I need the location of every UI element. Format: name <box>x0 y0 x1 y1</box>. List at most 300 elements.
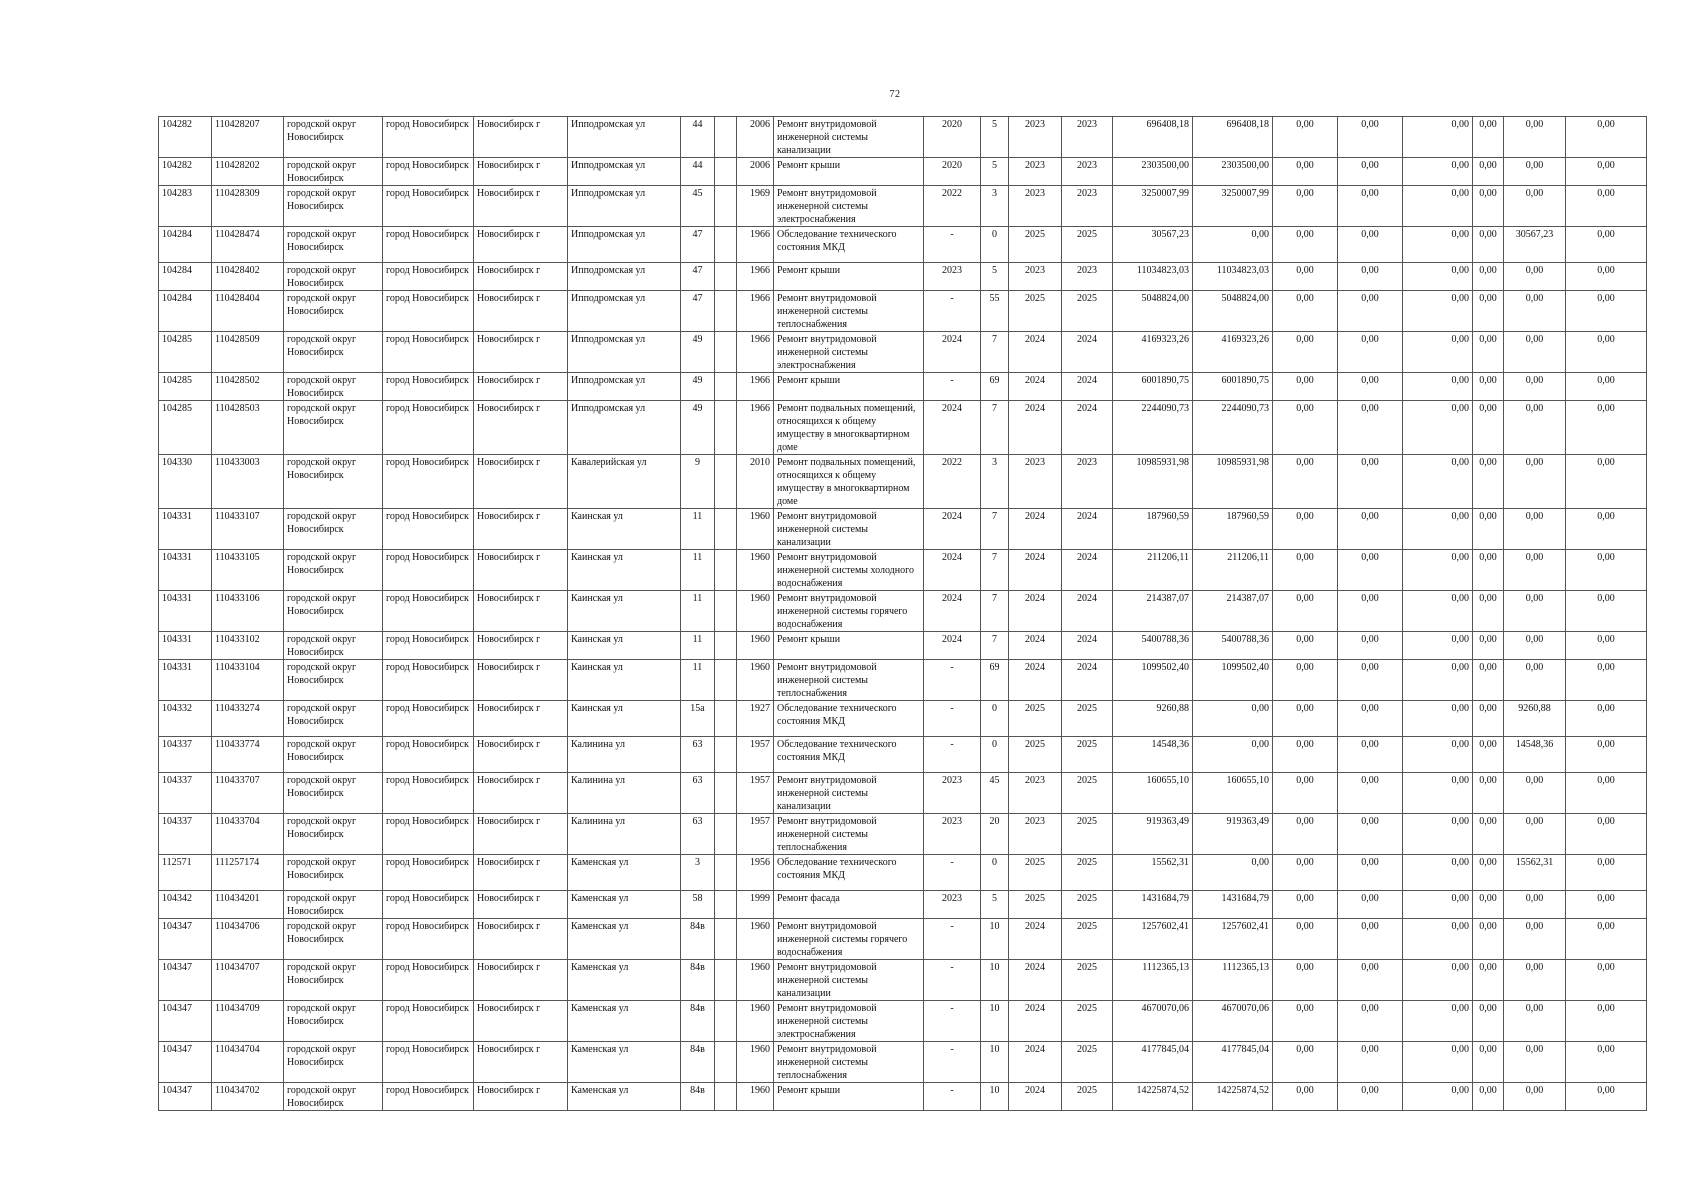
cell-work-id: 110434201 <box>212 891 284 919</box>
cell-housing <box>715 373 737 401</box>
cell-work-id: 110434706 <box>212 919 284 960</box>
cell-fund-cost: 4169323,26 <box>1193 332 1273 373</box>
cell-build-year: 1960 <box>737 960 774 1001</box>
cell-extra-funds: 0,00 <box>1566 701 1647 737</box>
cell-subsidy-local: 0,00 <box>1403 509 1473 550</box>
cell-work-id: 110433774 <box>212 737 284 773</box>
cell-house-number: 49 <box>681 373 715 401</box>
cell-subsidy-local: 0,00 <box>1403 660 1473 701</box>
cell-other-share: 0,00 <box>1473 227 1504 263</box>
cell-plan-year: 2022 <box>924 186 981 227</box>
cell-row-id: 104337 <box>159 737 212 773</box>
cell-housing <box>715 814 737 855</box>
cell-street: Ипподромская ул <box>568 227 681 263</box>
cell-end-year: 2024 <box>1062 373 1113 401</box>
cell-subsidy-local: 0,00 <box>1403 291 1473 332</box>
cell-work-id: 110434704 <box>212 1042 284 1083</box>
cell-subsidy-federal: 0,00 <box>1273 186 1338 227</box>
cell-total-cost: 1112365,13 <box>1113 960 1193 1001</box>
cell-settlement: город Новосибирск <box>383 186 474 227</box>
cell-subsidy-federal: 0,00 <box>1273 455 1338 509</box>
cell-house-number: 11 <box>681 550 715 591</box>
cell-subsidy-regional: 0,00 <box>1338 1001 1403 1042</box>
cell-house-number: 84в <box>681 960 715 1001</box>
cell-extra-funds: 0,00 <box>1566 550 1647 591</box>
cell-owners-funds: 0,00 <box>1504 1083 1566 1111</box>
cell-settlement: город Новосибирск <box>383 291 474 332</box>
cell-subsidy-regional: 0,00 <box>1338 814 1403 855</box>
cell-start-year: 2023 <box>1009 455 1062 509</box>
cell-subsidy-local: 0,00 <box>1403 701 1473 737</box>
cell-street: Калинина ул <box>568 773 681 814</box>
cell-start-year: 2025 <box>1009 227 1062 263</box>
cell-subsidy-local: 0,00 <box>1403 263 1473 291</box>
cell-work-type: Ремонт внутридомовой инженерной системы канализации <box>774 773 924 814</box>
cell-work-type: Ремонт внутридомовой инженерной системы электроснабжения <box>774 332 924 373</box>
cell-street: Каменская ул <box>568 1083 681 1111</box>
cell-work-id: 110433003 <box>212 455 284 509</box>
cell-other-share: 0,00 <box>1473 960 1504 1001</box>
cell-end-year: 2023 <box>1062 158 1113 186</box>
cell-wear-percent: 10 <box>981 919 1009 960</box>
cell-fund-cost: 160655,10 <box>1193 773 1273 814</box>
cell-municipal-district: городской округ Новосибирск <box>284 263 383 291</box>
cell-start-year: 2024 <box>1009 960 1062 1001</box>
cell-end-year: 2024 <box>1062 401 1113 455</box>
cell-wear-percent: 10 <box>981 1083 1009 1111</box>
cell-work-type: Ремонт внутридомовой инженерной системы горячего водоснабжения <box>774 919 924 960</box>
table-row <box>159 660 1647 701</box>
cell-subsidy-local: 0,00 <box>1403 891 1473 919</box>
cell-subsidy-federal: 0,00 <box>1273 291 1338 332</box>
cell-total-cost: 2303500,00 <box>1113 158 1193 186</box>
cell-house-number: 84в <box>681 919 715 960</box>
cell-work-id: 110434709 <box>212 1001 284 1042</box>
table-row <box>159 373 1647 401</box>
cell-locality: Новосибирск г <box>474 1042 568 1083</box>
cell-street: Ипподромская ул <box>568 291 681 332</box>
cell-end-year: 2024 <box>1062 591 1113 632</box>
cell-total-cost: 14548,36 <box>1113 737 1193 773</box>
cell-municipal-district: городской округ Новосибирск <box>284 855 383 891</box>
cell-municipal-district: городской округ Новосибирск <box>284 550 383 591</box>
cell-owners-funds: 0,00 <box>1504 960 1566 1001</box>
cell-work-id: 110433105 <box>212 550 284 591</box>
cell-plan-year: 2024 <box>924 591 981 632</box>
cell-plan-year: 2023 <box>924 263 981 291</box>
table-row <box>159 509 1647 550</box>
cell-start-year: 2023 <box>1009 117 1062 158</box>
cell-municipal-district: городской округ Новосибирск <box>284 117 383 158</box>
cell-work-type: Ремонт внутридомовой инженерной системы теплоснабжения <box>774 1042 924 1083</box>
cell-municipal-district: городской округ Новосибирск <box>284 737 383 773</box>
cell-work-type: Ремонт внутридомовой инженерной системы канализации <box>774 117 924 158</box>
cell-total-cost: 1431684,79 <box>1113 891 1193 919</box>
cell-row-id: 104285 <box>159 332 212 373</box>
cell-locality: Новосибирск г <box>474 158 568 186</box>
cell-owners-funds: 9260,88 <box>1504 701 1566 737</box>
cell-housing <box>715 227 737 263</box>
cell-subsidy-local: 0,00 <box>1403 227 1473 263</box>
cell-subsidy-federal: 0,00 <box>1273 1001 1338 1042</box>
cell-total-cost: 4169323,26 <box>1113 332 1193 373</box>
cell-work-type: Обследование технического состояния МКД <box>774 701 924 737</box>
cell-subsidy-regional: 0,00 <box>1338 960 1403 1001</box>
cell-total-cost: 2244090,73 <box>1113 401 1193 455</box>
cell-other-share: 0,00 <box>1473 919 1504 960</box>
cell-subsidy-federal: 0,00 <box>1273 660 1338 701</box>
cell-locality: Новосибирск г <box>474 509 568 550</box>
cell-subsidy-federal: 0,00 <box>1273 227 1338 263</box>
cell-start-year: 2025 <box>1009 891 1062 919</box>
cell-start-year: 2024 <box>1009 373 1062 401</box>
cell-total-cost: 4177845,04 <box>1113 1042 1193 1083</box>
cell-build-year: 1927 <box>737 701 774 737</box>
cell-end-year: 2024 <box>1062 332 1113 373</box>
cell-subsidy-federal: 0,00 <box>1273 401 1338 455</box>
cell-plan-year: - <box>924 1042 981 1083</box>
cell-owners-funds: 15562,31 <box>1504 855 1566 891</box>
cell-locality: Новосибирск г <box>474 591 568 632</box>
cell-locality: Новосибирск г <box>474 773 568 814</box>
cell-row-id: 104331 <box>159 550 212 591</box>
cell-locality: Новосибирск г <box>474 227 568 263</box>
cell-total-cost: 1099502,40 <box>1113 660 1193 701</box>
cell-work-id: 110428404 <box>212 291 284 332</box>
cell-fund-cost: 0,00 <box>1193 227 1273 263</box>
cell-extra-funds: 0,00 <box>1566 455 1647 509</box>
cell-subsidy-federal: 0,00 <box>1273 550 1338 591</box>
cell-work-type: Ремонт крыши <box>774 632 924 660</box>
cell-housing <box>715 1083 737 1111</box>
cell-total-cost: 5048824,00 <box>1113 291 1193 332</box>
cell-subsidy-regional: 0,00 <box>1338 291 1403 332</box>
cell-subsidy-regional: 0,00 <box>1338 227 1403 263</box>
cell-end-year: 2023 <box>1062 117 1113 158</box>
cell-end-year: 2024 <box>1062 550 1113 591</box>
cell-end-year: 2025 <box>1062 773 1113 814</box>
cell-municipal-district: городской округ Новосибирск <box>284 373 383 401</box>
cell-settlement: город Новосибирск <box>383 455 474 509</box>
cell-row-id: 104331 <box>159 660 212 701</box>
cell-housing <box>715 401 737 455</box>
cell-work-type: Ремонт внутридомовой инженерной системы теплоснабжения <box>774 291 924 332</box>
cell-build-year: 1960 <box>737 632 774 660</box>
cell-subsidy-federal: 0,00 <box>1273 632 1338 660</box>
cell-plan-year: 2024 <box>924 332 981 373</box>
cell-work-type: Ремонт внутридомовой инженерной системы теплоснабжения <box>774 660 924 701</box>
cell-work-id: 110428207 <box>212 117 284 158</box>
cell-work-id: 110433107 <box>212 509 284 550</box>
cell-row-id: 104285 <box>159 373 212 401</box>
cell-street: Ипподромская ул <box>568 373 681 401</box>
cell-extra-funds: 0,00 <box>1566 891 1647 919</box>
cell-settlement: город Новосибирск <box>383 158 474 186</box>
cell-municipal-district: городской округ Новосибирск <box>284 814 383 855</box>
cell-housing <box>715 591 737 632</box>
cell-settlement: город Новосибирск <box>383 1083 474 1111</box>
cell-extra-funds: 0,00 <box>1566 737 1647 773</box>
cell-housing <box>715 291 737 332</box>
cell-settlement: город Новосибирск <box>383 660 474 701</box>
cell-work-type: Ремонт крыши <box>774 263 924 291</box>
cell-fund-cost: 1431684,79 <box>1193 891 1273 919</box>
cell-municipal-district: городской округ Новосибирск <box>284 960 383 1001</box>
cell-work-id: 110434702 <box>212 1083 284 1111</box>
cell-fund-cost: 5400788,36 <box>1193 632 1273 660</box>
table-row <box>159 1042 1647 1083</box>
cell-locality: Новосибирск г <box>474 855 568 891</box>
table-row <box>159 632 1647 660</box>
cell-build-year: 1966 <box>737 332 774 373</box>
cell-settlement: город Новосибирск <box>383 773 474 814</box>
cell-street: Каинская ул <box>568 701 681 737</box>
cell-subsidy-regional: 0,00 <box>1338 737 1403 773</box>
cell-owners-funds: 0,00 <box>1504 263 1566 291</box>
cell-owners-funds: 0,00 <box>1504 1042 1566 1083</box>
table-row <box>159 891 1647 919</box>
cell-municipal-district: городской округ Новосибирск <box>284 919 383 960</box>
cell-fund-cost: 11034823,03 <box>1193 263 1273 291</box>
cell-subsidy-local: 0,00 <box>1403 1083 1473 1111</box>
cell-settlement: город Новосибирск <box>383 263 474 291</box>
cell-settlement: город Новосибирск <box>383 117 474 158</box>
cell-locality: Новосибирск г <box>474 401 568 455</box>
cell-start-year: 2024 <box>1009 1042 1062 1083</box>
cell-work-id: 110428309 <box>212 186 284 227</box>
cell-extra-funds: 0,00 <box>1566 919 1647 960</box>
cell-plan-year: 2022 <box>924 455 981 509</box>
cell-locality: Новосибирск г <box>474 186 568 227</box>
cell-other-share: 0,00 <box>1473 891 1504 919</box>
cell-street: Ипподромская ул <box>568 158 681 186</box>
cell-locality: Новосибирск г <box>474 332 568 373</box>
cell-locality: Новосибирск г <box>474 291 568 332</box>
cell-street: Ипподромская ул <box>568 186 681 227</box>
cell-fund-cost: 5048824,00 <box>1193 291 1273 332</box>
cell-settlement: город Новосибирск <box>383 332 474 373</box>
cell-start-year: 2024 <box>1009 591 1062 632</box>
cell-total-cost: 30567,23 <box>1113 227 1193 263</box>
cell-extra-funds: 0,00 <box>1566 332 1647 373</box>
cell-start-year: 2024 <box>1009 1001 1062 1042</box>
cell-work-id: 110428502 <box>212 373 284 401</box>
cell-plan-year: - <box>924 660 981 701</box>
cell-subsidy-regional: 0,00 <box>1338 632 1403 660</box>
cell-street: Каменская ул <box>568 1001 681 1042</box>
table-row <box>159 960 1647 1001</box>
cell-work-id: 110433707 <box>212 773 284 814</box>
cell-subsidy-regional: 0,00 <box>1338 455 1403 509</box>
cell-owners-funds: 0,00 <box>1504 291 1566 332</box>
cell-work-type: Ремонт внутридомовой инженерной системы теплоснабжения <box>774 814 924 855</box>
cell-work-id: 110428402 <box>212 263 284 291</box>
cell-settlement: город Новосибирск <box>383 1001 474 1042</box>
cell-housing <box>715 660 737 701</box>
cell-row-id: 104332 <box>159 701 212 737</box>
cell-total-cost: 11034823,03 <box>1113 263 1193 291</box>
cell-plan-year: - <box>924 291 981 332</box>
cell-subsidy-federal: 0,00 <box>1273 1042 1338 1083</box>
cell-wear-percent: 7 <box>981 550 1009 591</box>
cell-subsidy-regional: 0,00 <box>1338 1083 1403 1111</box>
cell-total-cost: 6001890,75 <box>1113 373 1193 401</box>
cell-subsidy-local: 0,00 <box>1403 1042 1473 1083</box>
cell-total-cost: 10985931,98 <box>1113 455 1193 509</box>
cell-subsidy-federal: 0,00 <box>1273 158 1338 186</box>
cell-municipal-district: городской округ Новосибирск <box>284 186 383 227</box>
cell-wear-percent: 7 <box>981 509 1009 550</box>
cell-subsidy-federal: 0,00 <box>1273 1083 1338 1111</box>
cell-subsidy-federal: 0,00 <box>1273 737 1338 773</box>
cell-wear-percent: 0 <box>981 227 1009 263</box>
cell-total-cost: 1257602,41 <box>1113 919 1193 960</box>
cell-municipal-district: городской округ Новосибирск <box>284 158 383 186</box>
cell-row-id: 104347 <box>159 1083 212 1111</box>
cell-total-cost: 9260,88 <box>1113 701 1193 737</box>
cell-build-year: 2010 <box>737 455 774 509</box>
cell-fund-cost: 4670070,06 <box>1193 1001 1273 1042</box>
cell-subsidy-regional: 0,00 <box>1338 660 1403 701</box>
cell-row-id: 104331 <box>159 591 212 632</box>
cell-settlement: город Новосибирск <box>383 401 474 455</box>
cell-extra-funds: 0,00 <box>1566 814 1647 855</box>
cell-other-share: 0,00 <box>1473 737 1504 773</box>
cell-plan-year: - <box>924 919 981 960</box>
cell-total-cost: 160655,10 <box>1113 773 1193 814</box>
cell-extra-funds: 0,00 <box>1566 1001 1647 1042</box>
table-row <box>159 550 1647 591</box>
cell-plan-year: - <box>924 701 981 737</box>
cell-plan-year: 2023 <box>924 814 981 855</box>
cell-plan-year: 2020 <box>924 158 981 186</box>
cell-housing <box>715 891 737 919</box>
cell-build-year: 1960 <box>737 1001 774 1042</box>
cell-build-year: 1956 <box>737 855 774 891</box>
cell-build-year: 2006 <box>737 158 774 186</box>
cell-plan-year: - <box>924 855 981 891</box>
cell-subsidy-regional: 0,00 <box>1338 158 1403 186</box>
cell-subsidy-federal: 0,00 <box>1273 773 1338 814</box>
cell-extra-funds: 0,00 <box>1566 773 1647 814</box>
cell-housing <box>715 263 737 291</box>
cell-row-id: 104337 <box>159 814 212 855</box>
cell-end-year: 2025 <box>1062 919 1113 960</box>
cell-street: Каинская ул <box>568 660 681 701</box>
cell-locality: Новосибирск г <box>474 660 568 701</box>
cell-street: Калинина ул <box>568 737 681 773</box>
cell-owners-funds: 0,00 <box>1504 158 1566 186</box>
cell-street: Каменская ул <box>568 1042 681 1083</box>
cell-build-year: 1969 <box>737 186 774 227</box>
cell-other-share: 0,00 <box>1473 1083 1504 1111</box>
cell-other-share: 0,00 <box>1473 814 1504 855</box>
cell-plan-year: - <box>924 737 981 773</box>
cell-housing <box>715 332 737 373</box>
cell-work-type: Ремонт крыши <box>774 158 924 186</box>
cell-start-year: 2023 <box>1009 773 1062 814</box>
cell-wear-percent: 10 <box>981 1001 1009 1042</box>
cell-total-cost: 211206,11 <box>1113 550 1193 591</box>
cell-housing <box>715 919 737 960</box>
cell-fund-cost: 214387,07 <box>1193 591 1273 632</box>
cell-total-cost: 14225874,52 <box>1113 1083 1193 1111</box>
cell-settlement: город Новосибирск <box>383 919 474 960</box>
cell-work-type: Ремонт внутридомовой инженерной системы электроснабжения <box>774 1001 924 1042</box>
cell-house-number: 58 <box>681 891 715 919</box>
cell-subsidy-federal: 0,00 <box>1273 332 1338 373</box>
cell-subsidy-local: 0,00 <box>1403 737 1473 773</box>
cell-owners-funds: 0,00 <box>1504 773 1566 814</box>
cell-end-year: 2025 <box>1062 814 1113 855</box>
table-row <box>159 117 1647 158</box>
cell-house-number: 84в <box>681 1083 715 1111</box>
cell-wear-percent: 7 <box>981 332 1009 373</box>
cell-municipal-district: городской округ Новосибирск <box>284 227 383 263</box>
cell-subsidy-local: 0,00 <box>1403 550 1473 591</box>
cell-row-id: 104282 <box>159 158 212 186</box>
cell-end-year: 2025 <box>1062 855 1113 891</box>
cell-locality: Новосибирск г <box>474 960 568 1001</box>
cell-owners-funds: 0,00 <box>1504 186 1566 227</box>
cell-house-number: 3 <box>681 855 715 891</box>
cell-housing <box>715 737 737 773</box>
cell-subsidy-regional: 0,00 <box>1338 332 1403 373</box>
cell-settlement: город Новосибирск <box>383 550 474 591</box>
cell-plan-year: - <box>924 960 981 1001</box>
table-row <box>159 773 1647 814</box>
cell-house-number: 15а <box>681 701 715 737</box>
cell-fund-cost: 211206,11 <box>1193 550 1273 591</box>
table-row <box>159 332 1647 373</box>
cell-work-id: 110428509 <box>212 332 284 373</box>
cell-house-number: 84в <box>681 1042 715 1083</box>
cell-municipal-district: городской округ Новосибирск <box>284 332 383 373</box>
cell-start-year: 2024 <box>1009 1083 1062 1111</box>
cell-work-type: Ремонт крыши <box>774 373 924 401</box>
cell-housing <box>715 1042 737 1083</box>
cell-house-number: 84в <box>681 1001 715 1042</box>
cell-total-cost: 214387,07 <box>1113 591 1193 632</box>
cell-end-year: 2025 <box>1062 1001 1113 1042</box>
cell-owners-funds: 0,00 <box>1504 919 1566 960</box>
cell-build-year: 1966 <box>737 401 774 455</box>
cell-work-type: Ремонт фасада <box>774 891 924 919</box>
cell-settlement: город Новосибирск <box>383 960 474 1001</box>
table-row <box>159 855 1647 891</box>
cell-other-share: 0,00 <box>1473 1001 1504 1042</box>
cell-subsidy-local: 0,00 <box>1403 455 1473 509</box>
cell-wear-percent: 20 <box>981 814 1009 855</box>
cell-owners-funds: 0,00 <box>1504 401 1566 455</box>
cell-end-year: 2023 <box>1062 455 1113 509</box>
cell-extra-funds: 0,00 <box>1566 855 1647 891</box>
cell-street: Ипподромская ул <box>568 401 681 455</box>
cell-subsidy-regional: 0,00 <box>1338 773 1403 814</box>
cell-municipal-district: городской округ Новосибирск <box>284 891 383 919</box>
cell-work-type: Ремонт внутридомовой инженерной системы горячего водоснабжения <box>774 591 924 632</box>
cell-municipal-district: городской округ Новосибирск <box>284 632 383 660</box>
cell-wear-percent: 5 <box>981 891 1009 919</box>
cell-wear-percent: 7 <box>981 632 1009 660</box>
cell-extra-funds: 0,00 <box>1566 660 1647 701</box>
table-row <box>159 701 1647 737</box>
cell-subsidy-local: 0,00 <box>1403 960 1473 1001</box>
cell-housing <box>715 701 737 737</box>
cell-work-type: Ремонт подвальных помещений, относящихся к общему имуществу в многоквартирном доме <box>774 455 924 509</box>
cell-wear-percent: 3 <box>981 186 1009 227</box>
cell-settlement: город Новосибирск <box>383 814 474 855</box>
